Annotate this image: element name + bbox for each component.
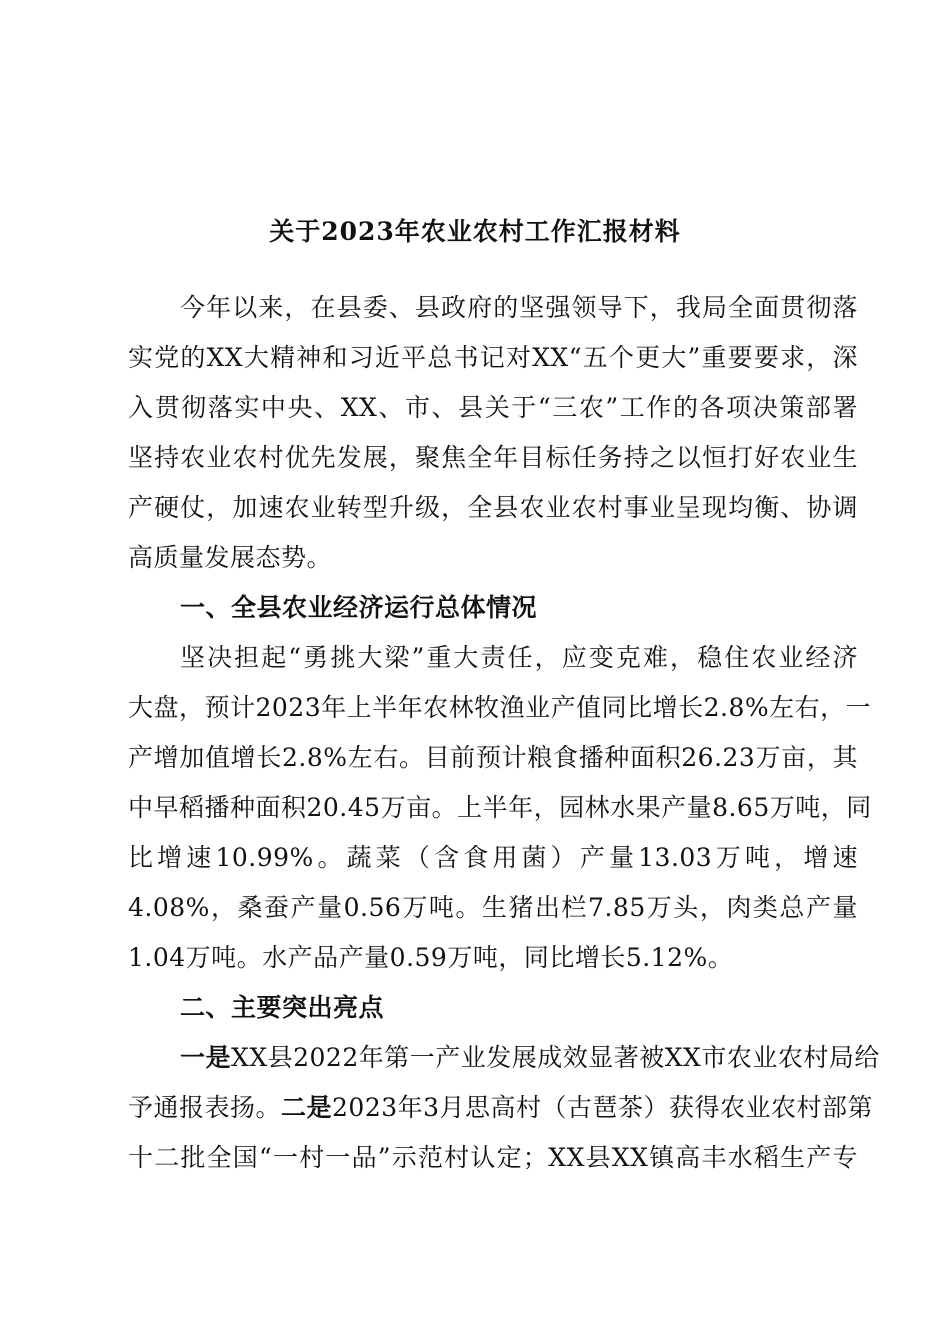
overview-line: 产增加值增长2.8%左右。目前预计粮食播种面积26.23万亩，其	[128, 743, 858, 772]
overview-line: 1.04万吨。水产品产量0.59万吨，同比增长5.12%。	[128, 943, 734, 972]
intro-line: 今年以来，在县委、县政府的坚强领导下，我局全面贯彻落	[180, 293, 858, 322]
document-title: 关于2023年农业农村工作汇报材料	[269, 217, 681, 246]
overview-line: 中早稻播种面积20.45万亩。上半年，园林水果产量8.65万吨，同	[128, 793, 872, 822]
overview-line: 4.08%，桑蚕产量0.56万吨。生猪出栏7.85万头，肉类总产量	[128, 893, 858, 922]
highlight-text: XX县2022年第一产业发展成效显著被XX市农业农村局给	[231, 1043, 880, 1072]
overview-line: 大盘，预计2023年上半年农林牧渔业产值同比增长2.8%左右，一	[128, 693, 872, 722]
overview-line: 坚决担起“勇挑大梁”重大责任，应变克难，稳住农业经济	[180, 643, 858, 672]
highlight-marker-second: 二是	[281, 1093, 333, 1122]
intro-line: 坚持农业农村优先发展，聚焦全年目标任务持之以恒打好农业生	[128, 443, 858, 472]
intro-line: 实党的XX大精神和习近平总书记对XX“五个更大”重要要求，深	[128, 343, 858, 372]
document-body	[128, 283, 880, 1183]
overview-line: 比增速10.99%。蔬菜（含食用菌）产量13.03万吨，增速	[128, 843, 858, 872]
section-heading-overview: 一、全县农业经济运行总体情况	[180, 593, 538, 622]
intro-line: 入贯彻落实中央、XX、市、县关于“三农”工作的各项决策部署	[128, 393, 858, 422]
highlights-line	[128, 1083, 874, 1133]
highlight-text: 2023年3月思高村（古琶茶）获得农业农村部第	[332, 1093, 874, 1122]
highlight-marker-first: 一是	[180, 1043, 232, 1072]
intro-line: 产硬仗，加速农业转型升级，全县农业农村事业呈现均衡、协调	[128, 493, 858, 522]
highlights-line	[128, 1033, 880, 1083]
highlights-line: 十二批全国“一村一品”示范村认定；XX县XX镇高丰水稻生产专	[128, 1143, 858, 1172]
highlight-text: 予通报表扬。	[128, 1093, 282, 1122]
intro-line: 高质量发展态势。	[128, 543, 333, 572]
section-heading-highlights: 二、主要突出亮点	[180, 993, 385, 1022]
